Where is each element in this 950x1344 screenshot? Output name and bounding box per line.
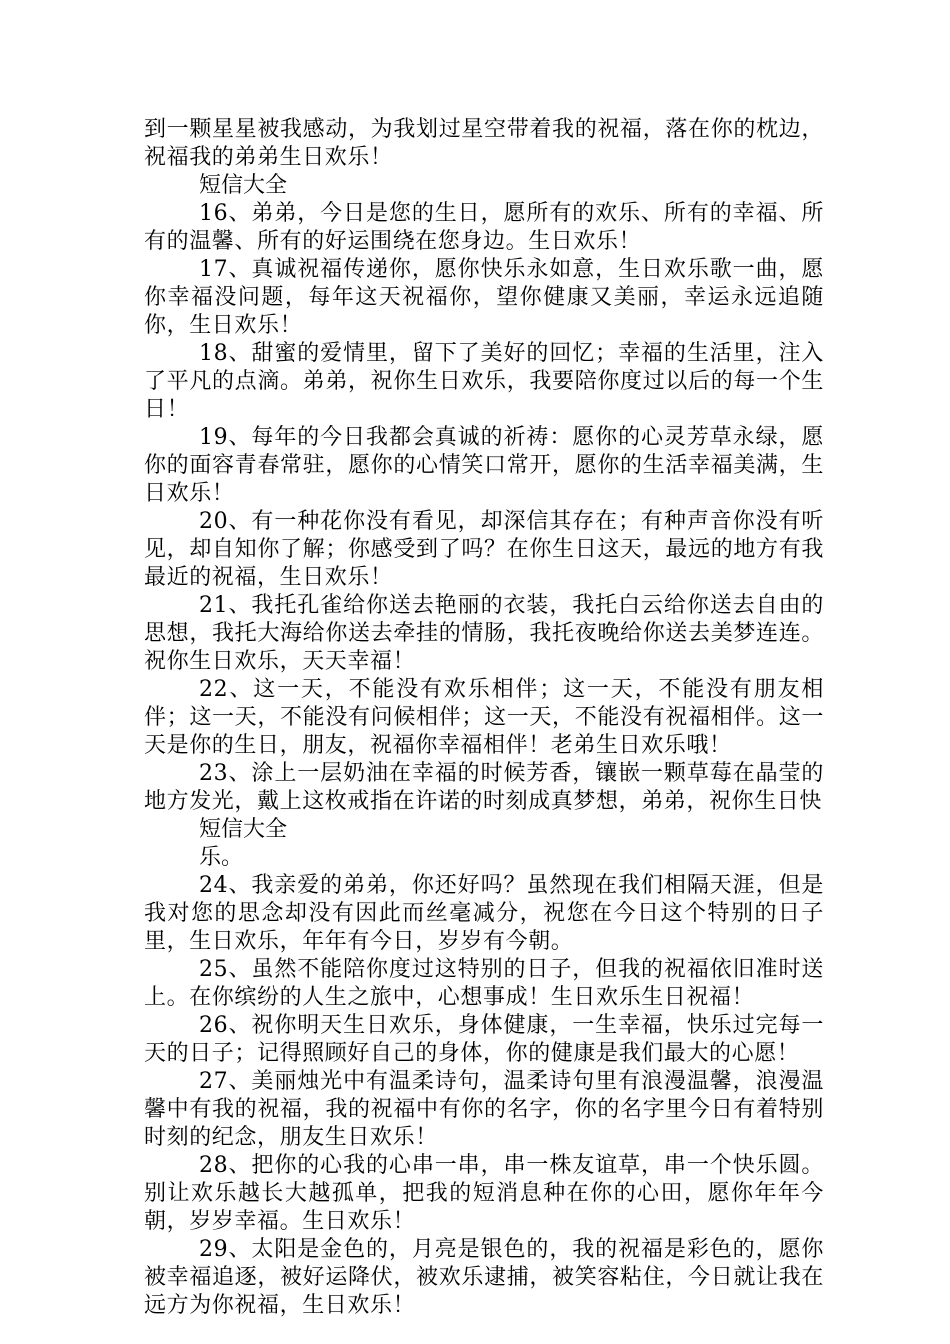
body-paragraph: 24、我亲爱的弟弟，你还好吗？虽然现在我们相隔天涯，但是我对您的思念却没有因此而丝毫减分，祝您在今日这个特别的日子里，生日欢乐，年年有今日，岁岁有今朝。 bbox=[144, 873, 824, 954]
body-paragraph: 29、太阳是金色的，月亮是银色的，我的祝福是彩色的，愿你被幸福追逐，被好运降伏，被欢乐逮捕，被笑容粘住，今日就让我在远方为你祝福，生日欢乐！ bbox=[144, 1237, 824, 1318]
section-heading: 短信大全 bbox=[199, 173, 288, 198]
body-paragraph: 25、虽然不能陪你度过这特别的日子，但我的祝福依旧准时送上。在你缤纷的人生之旅中，心想事成！生日欢乐生日祝福！ bbox=[144, 957, 824, 1010]
body-paragraph: 19、每年的今日我都会真诚的祈祷：愿你的心灵芳草永绿，愿你的面容青春常驻，愿你的心情笑口常开，愿你的生活幸福美满，生日欢乐！ bbox=[144, 425, 824, 506]
document-page bbox=[144, 116, 824, 1320]
body-paragraph: 27、美丽烛光中有温柔诗句，温柔诗句里有浪漫温馨，浪漫温馨中有我的祝福，我的祝福中有你的名字，你的名字里今日有着特别时刻的纪念，朋友生日欢乐！ bbox=[144, 1069, 824, 1150]
body-paragraph: 16、弟弟，今日是您的生日，愿所有的欢乐、所有的幸福、所有的温馨、所有的好运围绕在您身边。生日欢乐！ bbox=[144, 201, 824, 254]
section-heading: 短信大全 bbox=[199, 817, 288, 842]
body-paragraph: 26、祝你明天生日欢乐，身体健康，一生幸福，快乐过完每一天的日子；记得照顾好自己的身体，你的健康是我们最大的心愿！ bbox=[144, 1013, 824, 1066]
body-paragraph: 20、有一种花你没有看见，却深信其存在；有种声音你没有听见，却自知你了解；你感受到了吗？在你生日这天，最远的地方有我最近的祝福，生日欢乐！ bbox=[144, 509, 824, 590]
body-paragraph: 22、这一天，不能没有欢乐相伴；这一天，不能没有朋友相伴；这一天，不能没有问候相伴；这一天，不能没有祝福相伴。这一天是你的生日，朋友，祝福你幸福相伴！老弟生日欢乐哦！ bbox=[144, 677, 824, 758]
body-paragraph: 21、我托孔雀给你送去艳丽的衣装，我托白云给你送去自由的思想，我托大海给你送去牵挂的情肠，我托夜晚给你送去美梦连连。祝你生日欢乐，天天幸福！ bbox=[144, 593, 824, 674]
body-paragraph: 28、把你的心我的心串一串，串一株友谊草，串一个快乐圆。别让欢乐越长大越孤单，把我的短消息种在你的心田，愿你年年今朝，岁岁幸福。生日欢乐！ bbox=[144, 1153, 824, 1234]
section-heading: 乐。 bbox=[199, 845, 244, 870]
body-paragraph: 到一颗星星被我感动，为我划过星空带着我的祝福，落在你的枕边，祝福我的弟弟生日欢乐！ bbox=[144, 117, 824, 170]
body-paragraph: 23、涂上一层奶油在幸福的时候芳香，镶嵌一颗草莓在晶莹的地方发光，戴上这枚戒指在许诺的时刻成真梦想，弟弟，祝你生日快 bbox=[144, 761, 824, 814]
body-paragraph: 18、甜蜜的爱情里，留下了美好的回忆；幸福的生活里，注入了平凡的点滴。弟弟，祝你生日欢乐，我要陪你度过以后的每一个生日！ bbox=[144, 341, 824, 422]
body-paragraph: 17、真诚祝福传递你，愿你快乐永如意，生日欢乐歌一曲，愿你幸福没问题，每年这天祝福你，望你健康又美丽，幸运永远追随你，生日欢乐！ bbox=[144, 257, 824, 338]
